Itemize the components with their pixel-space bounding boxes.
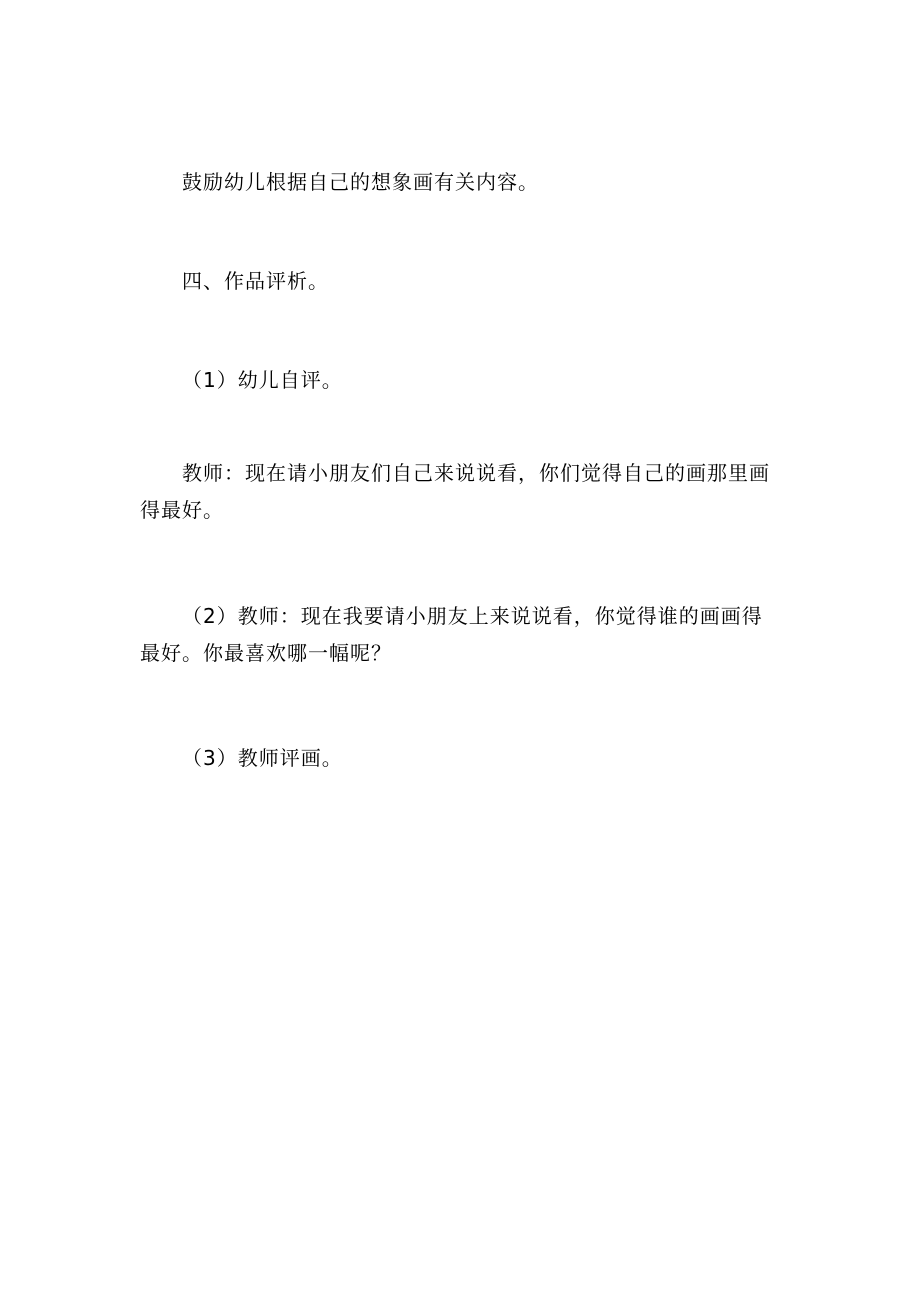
section-heading-work-evaluation: 四、作品评析。: [182, 269, 329, 293]
paragraph-teacher-prompt-self: 教师：现在请小朋友们自己来说说看，你们觉得自己的画那里画得最好。: [140, 461, 770, 522]
paragraph-teacher-prompt-peer: （2）教师：现在我要请小朋友上来说说看，你觉得谁的画画得最好。你最喜欢哪一幅呢？: [140, 604, 763, 665]
paragraph-teacher-review: （3）教师评画。: [182, 746, 343, 770]
paragraph-self-evaluation: （1）幼儿自评。: [182, 368, 343, 392]
paragraph-encourage-drawing: 鼓励幼儿根据自己的想象画有关内容。: [182, 170, 539, 194]
